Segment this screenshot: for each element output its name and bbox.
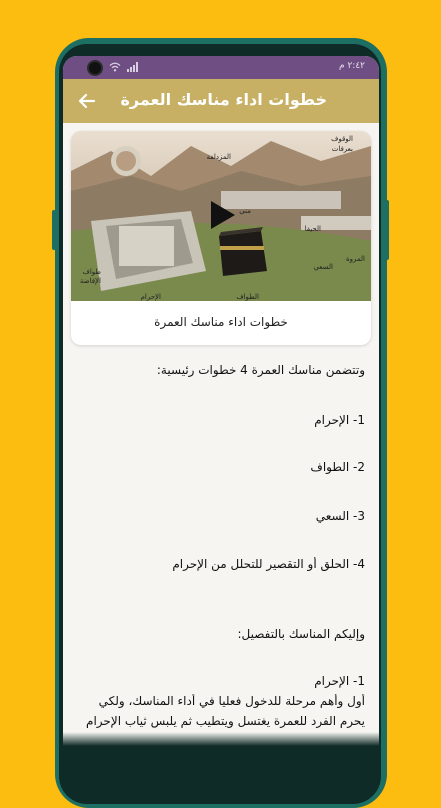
bottom-fade bbox=[63, 732, 379, 746]
detail-line-2: يحرم الفرد للعمرة يغتسل ويتطيب ثم يلبس ثياب الإحرام bbox=[86, 714, 365, 728]
step-1: 1- الإحرام bbox=[314, 413, 365, 427]
phone-side-button bbox=[52, 210, 56, 250]
label-hajj-note: الحيفا bbox=[304, 225, 321, 233]
detail-line-1: أول وأهم مرحلة للدخول فعليا في أداء المناسك، ولكي bbox=[98, 694, 365, 708]
label-sai: السعي bbox=[313, 263, 333, 271]
details-heading: وإليكم المناسك بالتفصيل: bbox=[237, 627, 365, 641]
status-bar bbox=[63, 56, 379, 79]
step-4: 4- الحلق أو التقصير للتحلل من الإحرام bbox=[172, 557, 365, 571]
label-mina: منى bbox=[239, 207, 251, 215]
label-arafat: بعرفات bbox=[331, 145, 353, 153]
video-caption: خطوات اداء مناسك العمرة bbox=[154, 315, 288, 329]
arrow-left-icon bbox=[78, 92, 96, 110]
step-2: 2- الطواف bbox=[310, 460, 365, 474]
label-tawaf-ifada: طواف bbox=[82, 268, 101, 276]
page-title: خطوات اداء مناسك العمرة bbox=[120, 90, 327, 109]
status-icons bbox=[109, 62, 139, 72]
intro-text: وتتضمن مناسك العمرة 4 خطوات رئيسية: bbox=[156, 363, 365, 377]
signal-icon bbox=[127, 62, 139, 72]
label-marwa: المروة bbox=[345, 255, 365, 263]
step-3: 3- السعي bbox=[315, 509, 365, 523]
article-content bbox=[63, 123, 379, 746]
back-button[interactable] bbox=[75, 89, 99, 113]
detail-step-1: 1- الإحرام bbox=[314, 674, 365, 688]
camera-icon bbox=[89, 62, 101, 74]
phone-screen bbox=[63, 56, 379, 746]
phone-volume-button bbox=[385, 200, 389, 260]
video-card[interactable] bbox=[71, 131, 371, 345]
label-tawaf: الطواف bbox=[236, 293, 259, 301]
label-ifada: الإفاضة bbox=[79, 277, 101, 285]
status-time: ٢:٤٢ م bbox=[339, 61, 365, 71]
app-bar bbox=[63, 79, 379, 123]
label-ihram: الإحرام bbox=[140, 293, 161, 301]
label-muzdalifah: المزدلفة bbox=[206, 153, 231, 161]
label-wuquf: الوقوف bbox=[331, 135, 353, 143]
play-icon[interactable] bbox=[209, 199, 237, 231]
wifi-icon bbox=[109, 62, 121, 72]
